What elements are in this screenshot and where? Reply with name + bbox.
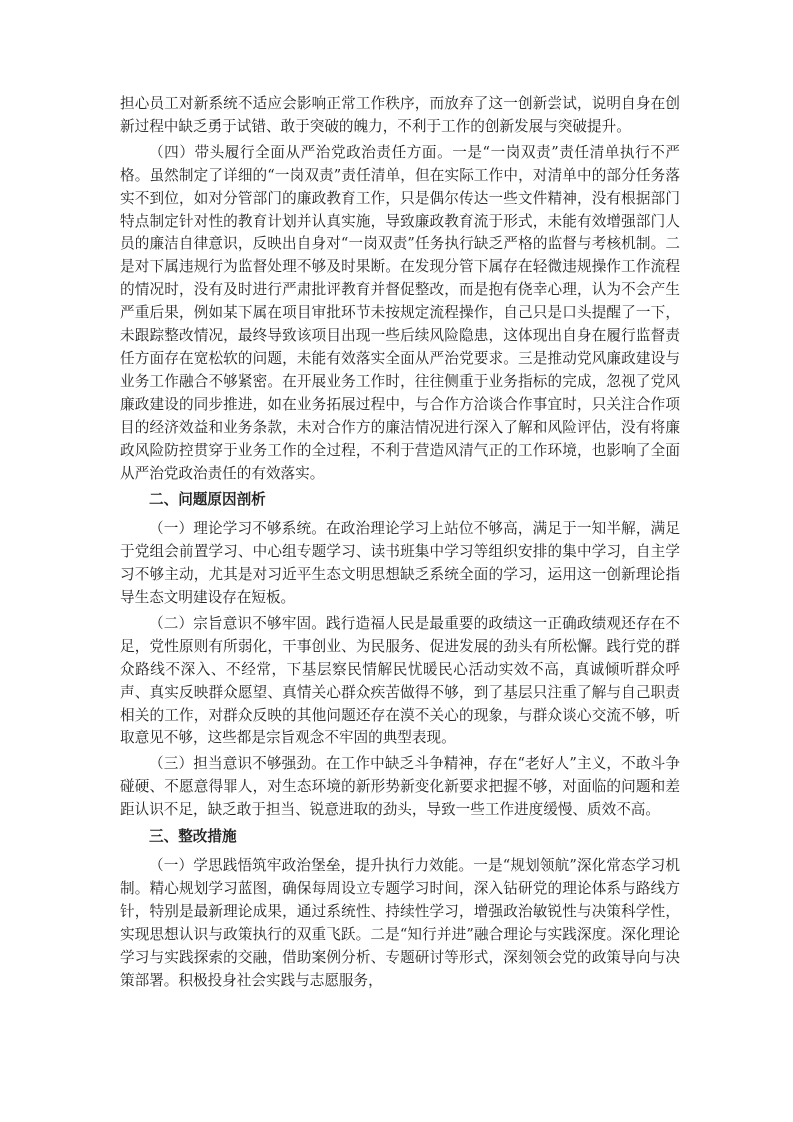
heading-rectification-measures: 三、整改措施 [149,828,237,846]
paragraph-measure-one: （一）学思践悟筑牢政治堡垒，提升执行力效能。一是“规划领航”深化常态学习机制。精心规划学习蓝图，确保每周设立专题学习时间，深入钻研党的理论体系与路线方针，特别是最新理论成果，通过系统性、持续性学习，增强政治敏锐性与决策科学性，实现思想认识与政策执行的双重飞跃。二是“知行并进”融合理论与实践深度。深化理论学习与实践探索的交融，借助案例分析、专题研讨等形式，深刻领会党的政策导向与决策部署。积极投身社会实践与志愿服务， [120,857,680,989]
paragraph-continuation: 担心员工对新系统不适应会影响正常工作秩序，而放弃了这一创新尝试，说明自身在创新过程中缺乏勇于试错、敢于突破的魄力，不利于工作的创新发展与突破提升。 [120,95,680,135]
document-body [120,93,680,995]
paragraph-cause-two: （二）宗旨意识不够牢固。践行造福人民是最重要的政绩这一正确政绩观还存在不足，党性原则有所弱化，干事创业、为民服务、促进发展的劲头有所松懈。践行党的群众路线不深入、不经常，下基层察民情解民忧暖民心活动实效不高，真诚倾听群众呼声、真实反映群众愿望、真情关心群众疾苦做得不够，到了基层只注重了解与自己职责相关的工作，对群众反映的其他问题还存在漠不关心的现象，与群众谈心交流不够，听取意见不够，这些都是宗旨观念不牢固的典型表现。 [120,614,680,747]
paragraph-section-four: （四）带头履行全面从严治党政治责任方面。一是“一岗双责”责任清单执行不严格。虽然制定了详细的“一岗双责”责任清单，但在实际工作中，对清单中的部分任务落实不到位，如对分管部门的廉政教育工作，只是偶尔传达一些文件精神，没有根据部门特点制定针对性的教育计划并认真实施，导致廉政教育流于形式，未能有效增强部门人员的廉洁自律意识，反映出自身对“一岗双责”任务执行缺乏严格的监督与考核机制。二是对下属违规行为监督处理不够及时果断。在发现分管下属存在轻微违规操作工作流程的情况时，没有及时进行严肃批评教育并督促整改，而是抱有侥幸心理，认为不会产生严重后果，例如某下属在项目审批环节未按规定流程操作，自己只是口头提醒了一下，未跟踪整改情况，最终导致该项目出现一些后续风险隐患，这体现出自身在履行监督责任方面存在宽松软的问题，未能有效落实全面从严治党要求。三是推动党风廉政建设与业务工作融合不够紧密。在开展业务工作时，往往侧重于业务指标的完成，忽视了党风廉政建设的同步推进，如在业务拓展过程中，与合作方洽谈合作事宜时，只关注合作项目的经济效益和业务条款，未对合作方的廉洁情况进行深入了解和风险评估，没有将廉政风险防控贯穿于业务工作的全过程，不利于营造风清气正的工作环境，也影响了全面从严治党政治责任的有效落实。 [120,143,680,482]
paragraph-cause-one: （一）理论学习不够系统。在政治理论学习上站位不够高，满足于一知半解，满足于党组会前置学习、中心组专题学习、读书班集中学习等组织安排的集中学习，自主学习不够主动，尤其是对习近平生态文明思想缺乏系统全面的学习，运用这一创新理论指导生态文明建设存在短板。 [120,520,680,607]
heading-cause-analysis: 二、问题原因剖析 [149,491,266,509]
paragraph-cause-three: （三）担当意识不够强劲。在工作中缺乏斗争精神，存在“老好人”主义，不敢斗争碰硬、不愿意得罪人，对生态环境的新形势新变化新要求把握不够，对面临的问题和差距认识不足，缺乏敢于担当、锐意进取的劲头，导致一些工作进度缓慢、质效不高。 [120,755,680,819]
